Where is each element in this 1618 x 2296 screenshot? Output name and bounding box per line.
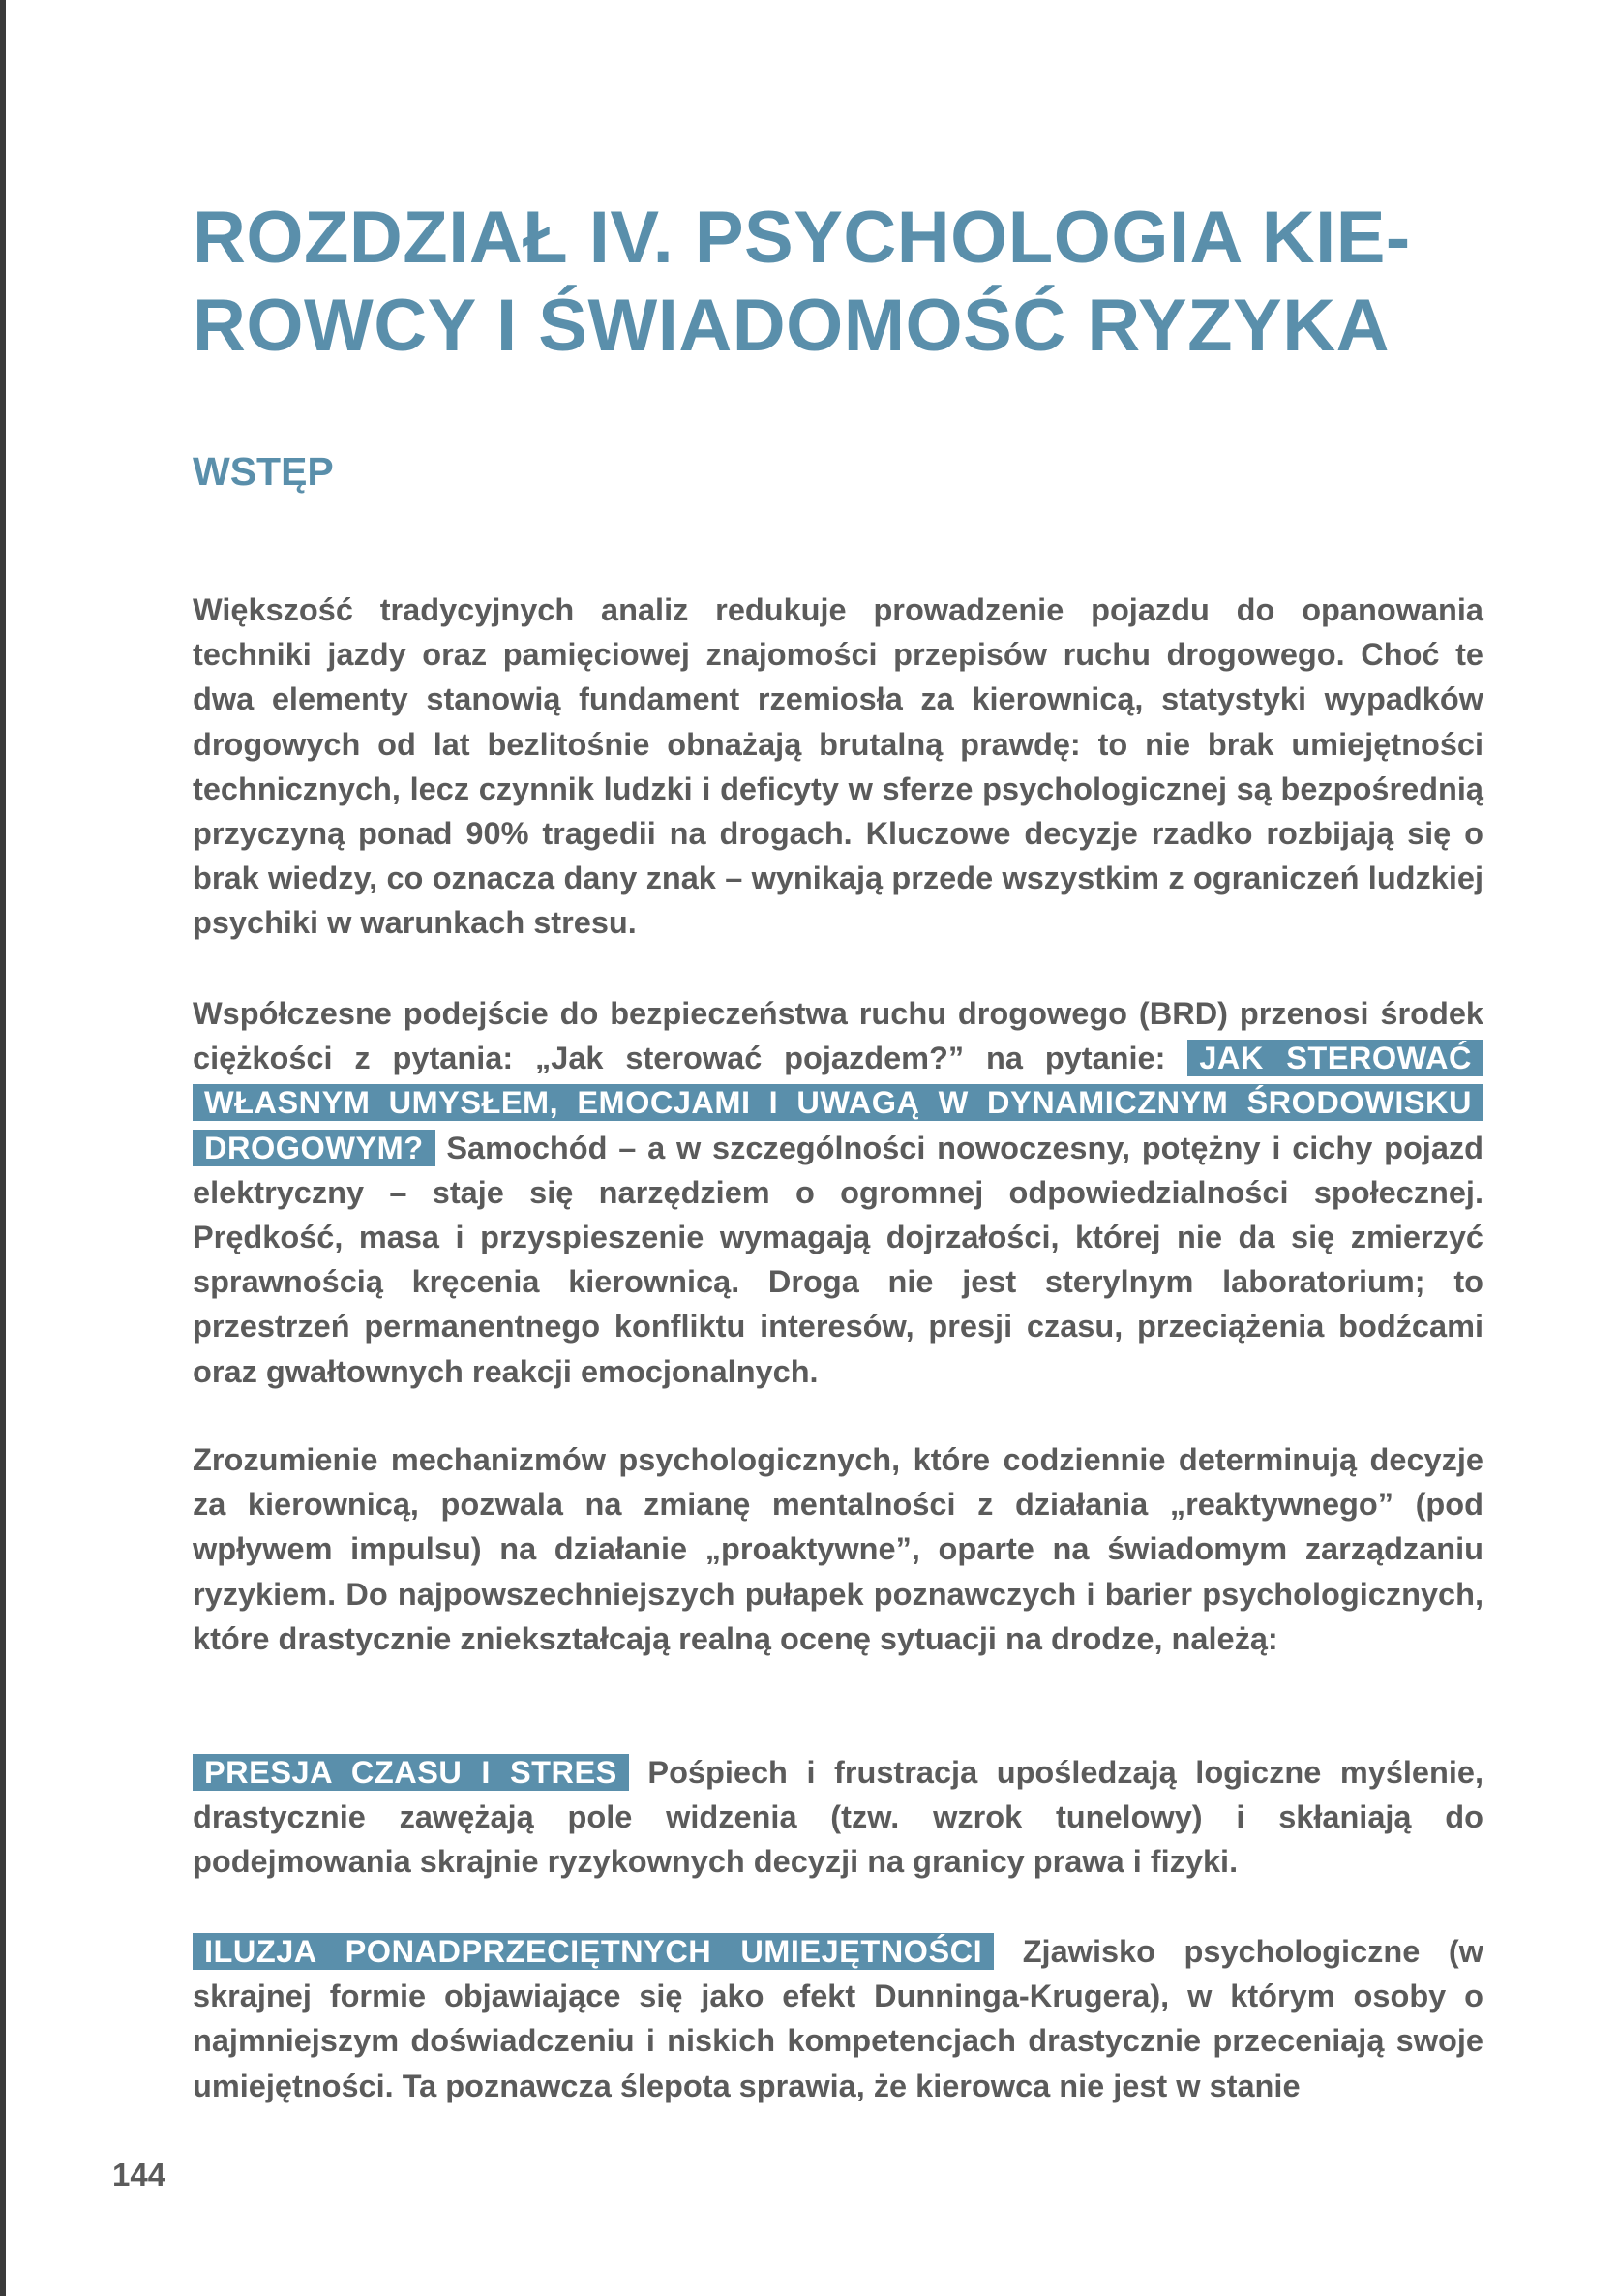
page-edge (0, 0, 6, 2296)
list-item-time-pressure (193, 1750, 1483, 1885)
highlighted-question: JAK STEROWAĆ WŁASNYM UMYSŁEM, EMOCJAMI I UWAGĄ W DYNAMICZNYM ŚRODOWISKU DROGOWYM? (193, 1040, 1483, 1165)
paragraph-text (193, 1929, 1483, 2108)
paragraph-mechanisms (193, 1437, 1483, 1661)
page-number: 144 (112, 2157, 166, 2192)
highlighted-term: ILUZJA PONADPRZECIĘTNYCH UMIEJĘTNOŚCI (193, 1933, 994, 1970)
term-description: Zjawisko psychologiczne (w skrajnej formie objawiające się jako efekt Dunninga-Krugera), w którym osoby o najmniejszym doświadczeniu i niskich kompetencjach drastycznie przeceniają swoje umiejętności. Ta poznawcza ślepota sprawia, że kierowca nie jest w stanie (193, 1934, 1483, 2103)
paragraph-text: Większość tradycyjnych analiz redukuje prowadzenie pojazdu do opanowania techniki jazdy oraz pamięciowej znajomości przepisów ruchu drogowego. Choć te dwa elementy stanowią fundament rzemiosła za kierownicą, statystyki wypadków drogowych od lat bezlitośnie obnażają brutalną prawdę: to nie brak umiejętności technicznych, lecz czynnik ludzki i deficyty w sferze psychologicznej są bezpośrednią przyczyną ponad 90% tragedii na drogach. Kluczowe decyzje rzadko rozbijają się o brak wiedzy, co oznacza dany znak – wynikają przede wszystkim z ograniczeń ludzkiej psychiki w warunkach stresu. (193, 592, 1483, 941)
paragraph-intro (193, 588, 1483, 946)
chapter-title-line-1: ROZDZIAŁ IV. PSYCHOLOGIA KIE- (193, 196, 1411, 279)
paragraph-text-after: Samochód – a w szczególności nowoczesny, potężny i cichy pojazd elektryczny – staje się narzędziem o ogromnej odpowiedzialności społecznej. Prędkość, masa i przyspieszenie wymagają dojrzałości, której nie da się zmierzyć sprawnością kręcenia kierownicą. Droga nie jest sterylnym laboratorium; to przestrzeń permanentnego konfliktu interesów, presji czasu, przeciążenia bodźcami oraz gwałtownych reakcji emocjonalnych. (193, 1130, 1484, 1389)
section-title: WSTĘP (193, 449, 334, 494)
paragraph-modern-approach (193, 991, 1483, 1394)
term-description: Pośpiech i frustracja upośledzają logiczne myślenie, drastycznie zawężają pole widzenia (tzw. wzrok tunelowy) i skłaniają do podejmowania skrajnie ryzykownych decyzji na granicy prawa i fizyki. (193, 1755, 1483, 1880)
paragraph-text (193, 1750, 1483, 1885)
paragraph-text: Zrozumienie mechanizmów psychologicznych, które codziennie determinują decyzje za kierownicą, pozwala na zmianę mentalności z działania „reaktywnego” (pod wpływem impulsu) na działanie „proaktywne”, oparte na świadomym zarządzaniu ryzykiem. Do najpowszechniejszych pułapek poznawczych i barier psychologicznych, które drastycznie zniekształcają realną ocenę sytuacji na drodze, należą: (193, 1442, 1483, 1656)
highlighted-term: PRESJA CZASU I STRES (193, 1754, 629, 1791)
chapter-title (193, 194, 1499, 370)
paragraph-text (193, 991, 1483, 1394)
list-item-skill-illusion (193, 1929, 1483, 2108)
chapter-title-line-2: ROWCY I ŚWIADOMOŚĆ RYZYKA (193, 285, 1390, 367)
paragraph-text-before: Współczesne podejście do bezpieczeństwa ruchu drogowego (BRD) przenosi środek ciężkości z pytania: „Jak sterować pojazdem?” na pytanie: (193, 996, 1483, 1076)
